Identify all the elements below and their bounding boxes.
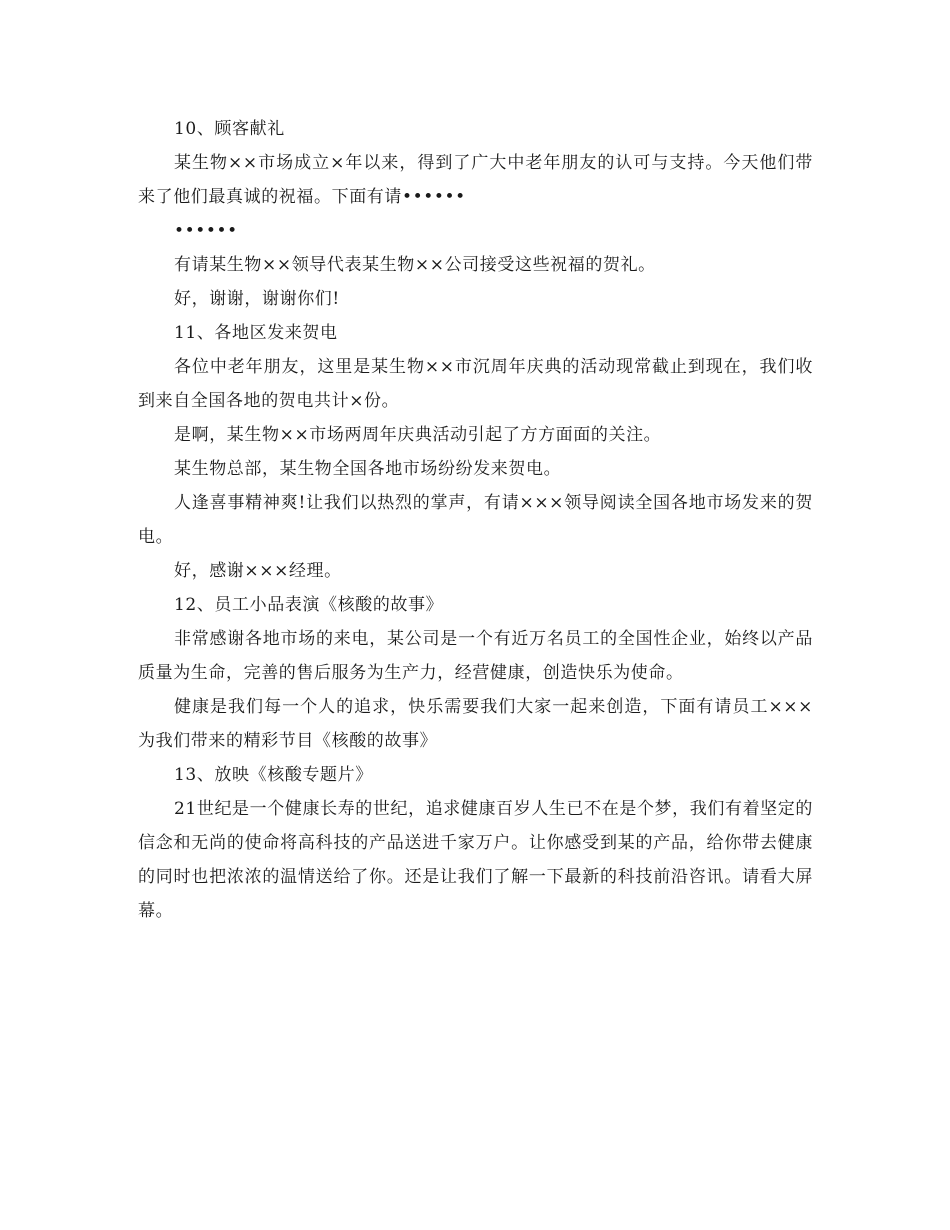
paragraph: 好，谢谢，谢谢你们! [174,289,340,309]
paragraph: 是啊，某生物××市场两周年庆典活动引起了方方面面的关注。 [174,425,662,445]
paragraph: 好，感谢×××经理。 [174,561,342,581]
paragraph: 某生物××市场成立×年以来，得到了广大中老年朋友的认可与支持。今天他们带来了他们最真诚的祝福。下面有请•••••• [138,153,813,207]
section-heading-12: 12、员工小品表演《核酸的故事》 [174,595,444,615]
paragraph: 21世纪是一个健康长寿的世纪，追求健康百岁人生已不在是个梦，我们有着坚定的信念和无尚的使命将高科技的产品送进千家万户。让你感受到某的产品，给你带去健康的同时也把浓浓的温情送给了你。还是让我们了解一下最新的科技前沿咨讯。请看大屏幕。 [138,799,813,921]
paragraph: 健康是我们每一个人的追求，快乐需要我们大家一起来创造，下面有请员工××× 为我们带来的精彩节目《核酸的故事》 [138,697,813,751]
paragraph: 各位中老年朋友，这里是某生物××市沉周年庆典的活动现常截止到现在，我们收到来自全国各地的贺电共计×份。 [138,357,813,411]
document-body [138,112,813,928]
section-heading-13: 13、放映《核酸专题片》 [174,765,373,785]
paragraph: 某生物总部，某生物全国各地市场纷纷发来贺电。 [174,459,562,479]
section-heading-10: 10、顾客献礼 [174,119,285,139]
paragraph: 非常感谢各地市场的来电，某公司是一个有近万名员工的全国性企业，始终以产品质量为生命，完善的售后服务为生产力，经营健康，创造快乐为使命。 [138,629,813,683]
paragraph: 人逢喜事精神爽!让我们以热烈的掌声，有请×××领导阅读全国各地市场发来的贺电。 [138,493,813,547]
paragraph: 有请某生物××领导代表某生物××公司接受这些祝福的贺礼。 [174,255,656,275]
section-heading-11: 11、各地区发来贺电 [174,323,338,343]
paragraph: •••••• [174,221,238,241]
